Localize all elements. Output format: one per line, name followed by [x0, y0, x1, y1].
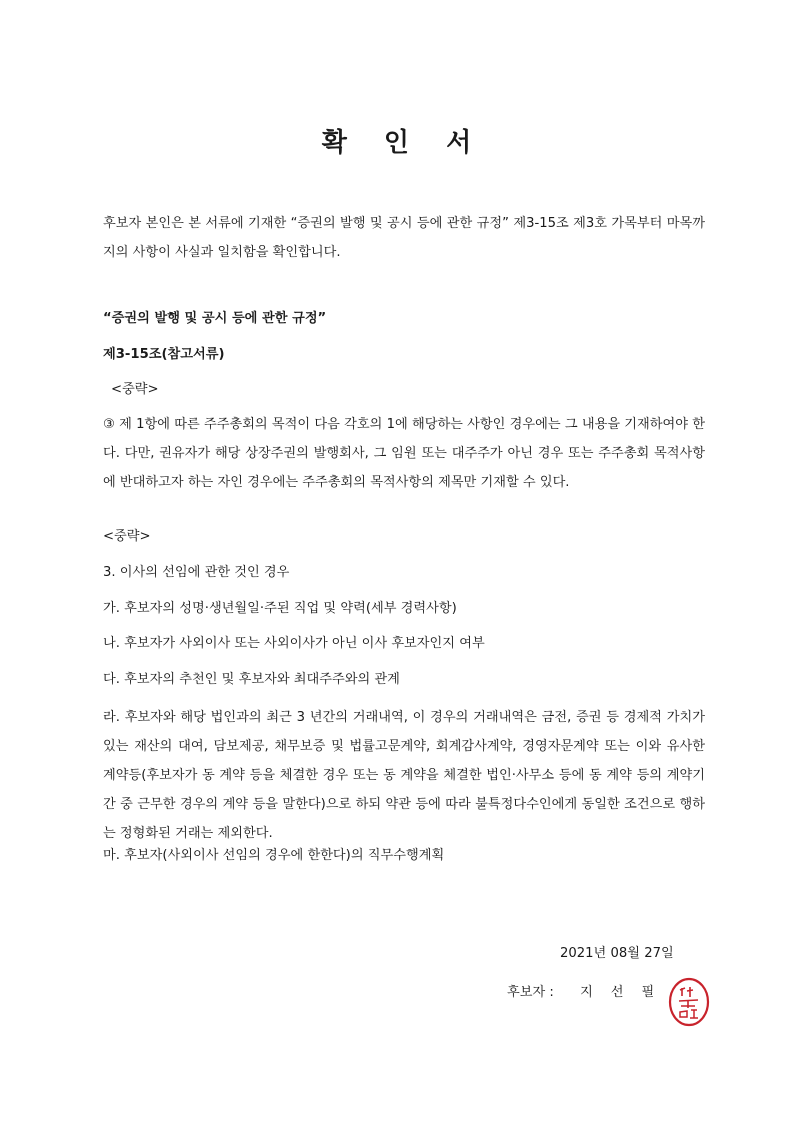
signer-label: 후보자 :	[507, 985, 554, 1000]
page-title: 확 인 서	[321, 128, 486, 158]
paragraph-3: ③ 제 1항에 따른 주주총회의 목적이 다음 각호의 1에 해당하는 사항인 경우에는 그 내용을 기재하여야 한다. 다만, 권유자가 해당 상장주권의 발행회사, 그 임원 또는 대주주가 아닌 경우 또는 주주총회 목적사항에 반대하고자 하는 자인 경우에는 주주총회의 목적사항의 제목만 기재할 수 있다.	[103, 417, 705, 490]
item-na: 나. 후보자가 사외이사 또는 사외이사가 아닌 이사 후보자인지 여부	[103, 636, 485, 651]
intro-paragraph: 후보자 본인은 본 서류에 기재한 “증권의 발행 및 공시 등에 관한 규정” 제3-15조 제3호 가목부터 마목까지의 사항이 사실과 일치함을 확인합니다.	[103, 216, 705, 260]
item-ga: 가. 후보자의 성명·생년월일·주된 직업 및 약력(세부 경력사항)	[103, 601, 457, 616]
item-da: 다. 후보자의 추천인 및 후보자와 최대주주와의 관계	[103, 672, 400, 687]
regulation-title: “증권의 발행 및 공시 등에 관한 규정”	[103, 311, 327, 326]
article-title: 제3-15조(참고서류)	[103, 347, 225, 362]
item-3: 3. 이사의 선임에 관한 것인 경우	[103, 565, 290, 580]
seal-mark	[667, 976, 711, 1028]
date: 2021년 08월 27일	[560, 946, 674, 961]
item-ra: 라. 후보자와 해당 법인과의 최근 3 년간의 거래내역, 이 경우의 거래내역은 금전, 증권 등 경제적 가치가 있는 재산의 대여, 담보제공, 채무보증 및 법률고문계약, 회계감사계약, 경영자문계약 또는 이와 유사한 계약등(후보자가 동 계약 등을 체결한 경우 또는 동 계약을 체결한 법인·사무소 등에 동 계약 등의 계약기간 중 근무한 경우의 계약 등을 말한다)으로 하되 약관 등에 따라 불특정다수인에게 동일한 조건으로 행하는 정형화된 거래는 제외한다.	[103, 710, 705, 841]
signer-name: 지선필	[580, 985, 673, 1000]
omission-marker: <중략>	[111, 382, 159, 397]
signer-row	[507, 981, 672, 1000]
seal-outline	[670, 979, 708, 1025]
item-ma: 마. 후보자(사외이사 선임의 경우에 한한다)의 직무수행계획	[103, 848, 445, 863]
omission-marker: <중략>	[103, 529, 151, 544]
